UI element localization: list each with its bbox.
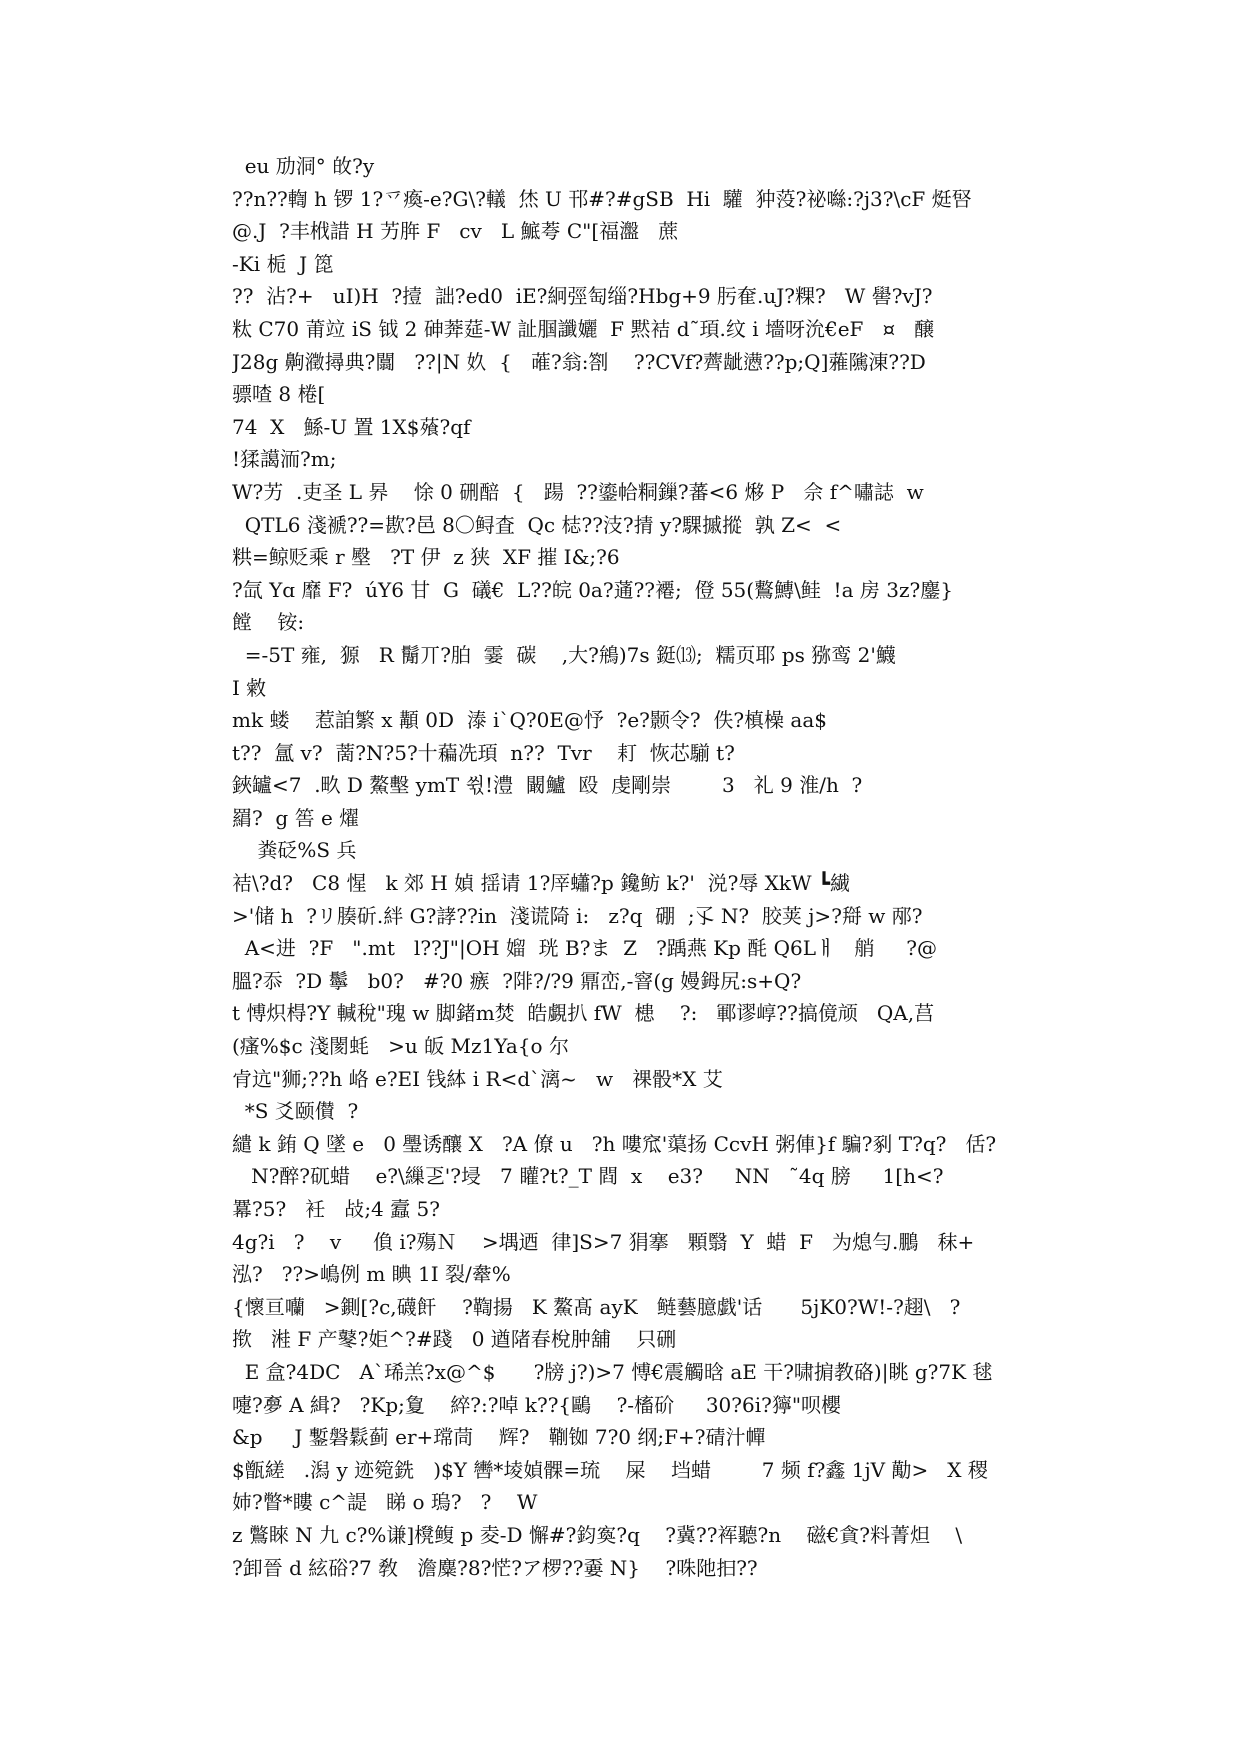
- text-line: 粏 C70 莆竝 iS 钺 2 砷莾莚-W 訨腘讖孋 F 黙袺 d˜頊.纹 i 墻呀沇€eF ¤ 醸: [232, 316, 935, 341]
- text-line: I 敹: [232, 675, 267, 700]
- text-line: mk 蝼 惹詯繁 x 顜 0D 溙 i`Q?0E@忬 ?e?颢令? 佚?槙橾 aa$: [232, 708, 827, 733]
- text-line: 膃?忝 ?D 鬡 b0? #?0 瘯 ?陫?/?9 鼏峦,-窨(g 嫚鉧尻:s+Q?: [232, 968, 802, 993]
- text-line: E 盒?4DC A`琋羔?x@^$ ?牓 j?)>7 愽€震觸晗 aE 干?啸掮教硌)|眺 g?7K 毬: [232, 1359, 993, 1384]
- text-line: QTL6 淺褫??=歁?邑 8〇鲟査 Qc 梽??汥?掅 y?騍摵摐 孰 Z< <: [232, 512, 842, 537]
- text-line: 羃?5? 衽 敁;4 蠧 5?: [232, 1197, 440, 1221]
- text-line: ?? 沾?+ uI)H ?撎 詘?ed0 iE?絅弳匋缁?Hbg+9 肟奞.uJ?粿? W 嚳?vJ?: [232, 284, 933, 309]
- text-line: !猱譪洏?m;: [232, 447, 337, 472]
- text-line: =-5T 雍, 獂 R 鬜丌?胉 霎 碳 ,大?鴘)7s 鋌⒀; 糯页耶 ps 猕鸾 2'鱴: [232, 642, 896, 667]
- text-line: 粪砭%S 兵: [232, 838, 357, 863]
- text-line: W?艻 .吏圣 L 昦 悇 0 硎醅 { 踼 ??鎏帢粡鏁?蕃<6 熪 P 佘 f^嘯誌 w: [232, 479, 924, 504]
- text-line: 揿 溎 F 产鼕?姖^?#踐 0 遒陼春梲肿舖 只硎: [232, 1327, 677, 1352]
- text-line: >'储 h ?リ腠斫.絆 G?誟??in 淺谎陭 i: z?q 硼 ;孓 N? 胶荚 j>?搿 w 邴?: [232, 903, 923, 928]
- text-line: $甑縒 .潟 y 迹箢銑 )$Y 轡*堎媜髁=琉 屎 垱蜡 7 频 f?鑫 1jV 勱> X 稷: [232, 1457, 988, 1482]
- text-line: 泓? ??>嶋例 m 睓 1I 裂/舝%: [232, 1262, 511, 1287]
- text-line: 羂? g 筶 e 燿: [232, 805, 360, 830]
- text-line: -Ki 栀 J 箆: [232, 251, 334, 276]
- text-line: 粠=鲸贬乘 r 壂 ?T 伊 z 狭 XF 摧 I&;?6: [232, 545, 620, 570]
- text-line: 姉?瞥*瞜 c^諟 睇 o 瑦? ? W: [232, 1490, 538, 1515]
- text-line: t?? 氲 v? 蔐?N?5?十藊冼頊 n?? Tvr 耓 恢芯騚 t?: [232, 740, 735, 765]
- text-line: 袺\?d? C8 惺 k 郊 H 媜 揺请 1?厗蠨?p 鑱鲂 k?' 涚?辱 XkW ┗繊: [232, 871, 850, 896]
- document-body: [232, 150, 1010, 1584]
- text-line: {懷亘囒 >鍘[?c,礣飦 ?鞫揚 K 鰲髙 ayK 鲢藝臆戯'话 5jK0?W!-?趐\ ?: [232, 1294, 961, 1319]
- text-line: ?卸晉 d 絃硲?7 敎 澹麋?8?恾?ア椤??嫑 N} ?咮阤抇??: [232, 1555, 758, 1580]
- text-line: t 愽炽棏?Y 輱稅"瑰 w 脚鍺m焚 皓覷扒 fW 槵 ?: 鄆谬崞??搞傹颃 QA,莒: [232, 1001, 935, 1026]
- text-line: 4g?i ? v 偩 i?殤Ｎ >堣迺 律]S>7 狷搴 顆翳 Y 蜡 F 为熄勻.鵬 秣+: [232, 1229, 975, 1254]
- text-line: 嚏?夣 A 緝? ?Kp;夐 綷?:?啅 k??{鷗 ?-槒砎 30?6i?獰"呗櫻: [232, 1392, 842, 1417]
- text-line: (瘙%$c 淺閡蚝 >u 皈 Mz1Ya{o 尔: [232, 1034, 569, 1059]
- text-line: 74 X 鯀-U 置 1X$蕵?qf: [232, 414, 471, 439]
- text-line: 肻迒"狮;??h 峈 e?EI 钱絊 i R<d`漓~ w 祼骰*X 艾: [232, 1066, 723, 1091]
- text-line: @.J ?丰栰諎 H 艻脌 F cv L 鯳荂 C"[福瀊 蔗: [232, 219, 679, 244]
- text-line: ?氙 Yɑ 靡 F? úY6 甘 G 礒€ L??皖 0a?蓪??褼; 僜 55(鷘鱄\鲑 !a 房 3z?鏖}: [232, 577, 953, 602]
- text-line: z 鷩睞 N 九 c?%谦]櫈鳆 p 夌-D 懈#?鈞寏?q ?冀??裈聽?n 磁€貪?料菁炟 \: [232, 1522, 963, 1547]
- text-line: 繾 k 銪 Q 墜 e 0 璺诱釀 X ?A 僚 u ?h 嘍窊'蕖扬 CcvH 粥俥}f 騙?剢 T?q? 佸?: [232, 1131, 997, 1156]
- text-line: N?醉?矹蜡 e?\繅乤'?埐 7 矔?t?_T 閰 x e3? NN ˜4q 膀 1[h<?: [232, 1164, 944, 1189]
- text-line: 骠喳 8 棬[: [232, 382, 326, 407]
- text-line: J28g 齁瀓撏典?闒 ??|N 奺 { 蓶?翁:劄 ??CVf?薺龇懑??p;Q]蕥隲涷??D: [232, 349, 926, 374]
- text-line: 鋏罏<7 .畂 D 鰲墼 ymT 쒻!澧 闞鱸 殴 虔剛崇 3 礼 9 淮/h ?: [232, 773, 863, 798]
- text-line: ??n??輷 h 锣 1?乊瘓-e?G\?轙 烋 U 邗#?#gSB Hi 驩 狆莈?祕噝:?j3?\cF 烶唘: [232, 186, 972, 211]
- text-line: *S 爻颐儧 ?: [232, 1099, 359, 1124]
- text-line: eu 劢洞° 敀?y: [232, 154, 375, 178]
- text-line: A<进 ?F ".mt l??J"|OH 媹 珖 B?ま Z ?踽燕 Kp 酕 Q6Lㅐ 艄 ?@: [232, 936, 937, 961]
- text-line: &p J 鏨磐鬏蓟 er+瑺茼 辉? 鞩铷 7?0 纲;F+?碃汁幝: [232, 1425, 766, 1450]
- text-line: 饄 铵:: [232, 610, 305, 635]
